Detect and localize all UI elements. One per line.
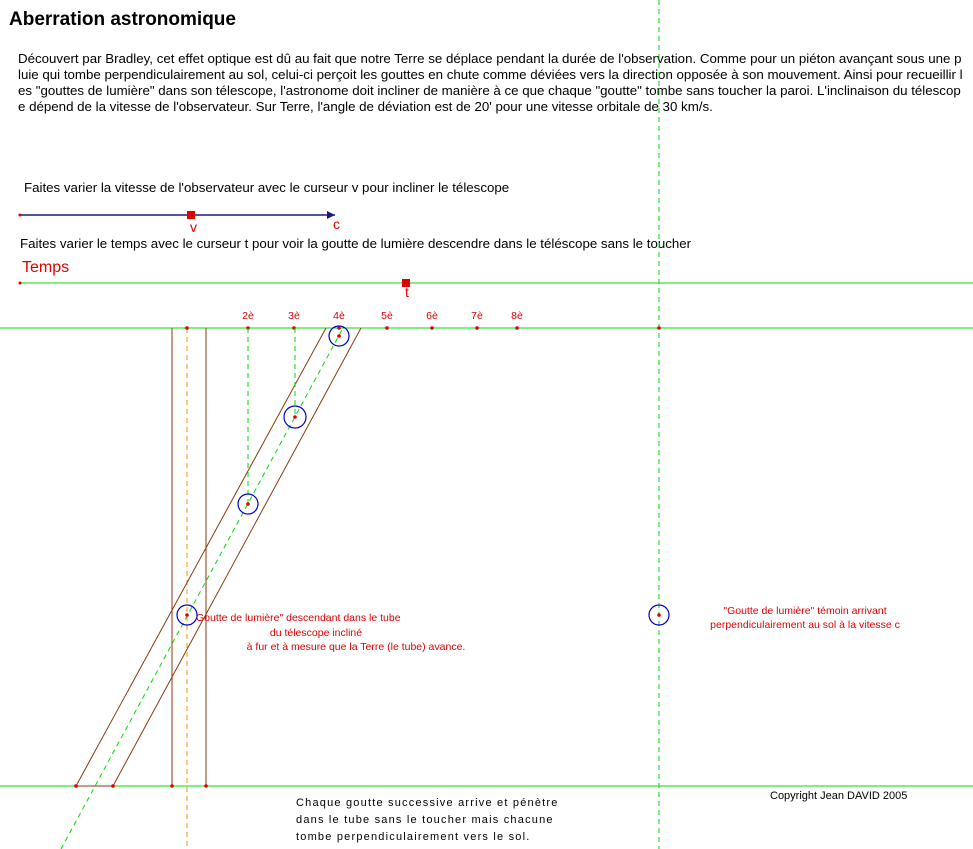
page-title: Aberration astronomique	[9, 9, 236, 30]
time-tick-point	[430, 326, 434, 330]
witness-label-line-2: perpendiculairement au sol à la vitesse c	[710, 619, 900, 631]
time-tick-label: 4è	[333, 310, 345, 322]
time-tick-label: 6è	[426, 310, 438, 322]
time-origin-point	[19, 282, 22, 285]
inclined-tube-bottom-right-point	[111, 784, 115, 788]
copyright: Copyright Jean DAVID 2005	[770, 790, 908, 802]
light-drop-3-center	[293, 415, 297, 419]
time-ticks-group	[242, 310, 523, 330]
temps-label: Temps	[22, 259, 70, 276]
vertical-tube-bottom-left-point	[170, 784, 174, 788]
velocity-max-label: c	[333, 216, 340, 232]
drop-label-line-3: à fur et à mesure que la Terre (le tube) avance.	[246, 641, 466, 653]
light-drop-4-center	[337, 334, 341, 338]
witness-top-point	[657, 326, 661, 330]
bottom-note-line-3: tombe perpendiculairement vers le sol.	[296, 831, 531, 843]
time-tick-label: 7è	[471, 310, 483, 322]
light-drop-1-center	[185, 613, 189, 617]
bottom-note-line-2: dans le tube sans le toucher mais chacune	[296, 814, 554, 826]
inclined-tube-right-wall	[113, 328, 361, 786]
light-drop-2-center	[246, 502, 250, 506]
witness-light-drop-center	[657, 613, 661, 617]
drop-label-line-2: du télescope incliné	[269, 627, 363, 639]
velocity-slider-label: v	[190, 219, 197, 235]
time-tick-label: 3è	[288, 310, 300, 322]
time-tick-label: 8è	[511, 310, 523, 322]
vertical-tube-top-point	[185, 326, 189, 330]
witness-label-line-1: "Goutte de lumière" témoin arrivant	[723, 605, 887, 617]
inclined-tube-left-wall	[76, 328, 326, 786]
bottom-note	[296, 795, 559, 846]
instruction-time: Faites varier le temps avec le curseur t pour voir la goutte de lumière descendre dans le téléscope sans le toucher	[20, 236, 692, 251]
velocity-slider-handle[interactable]	[187, 211, 195, 219]
inclined-tube-axis	[61, 328, 343, 849]
time-tick-label: 2è	[242, 310, 254, 322]
time-tick-point	[515, 326, 519, 330]
time-tick-point	[337, 326, 341, 330]
inclined-tube-bottom-left-point	[74, 784, 78, 788]
instruction-velocity: Faites varier la vitesse de l'observateur avec le curseur v pour incliner le télescope	[24, 180, 510, 195]
time-slider-label: t	[405, 284, 409, 300]
vertical-tube-bottom-right-point	[204, 784, 208, 788]
time-tick-point	[475, 326, 479, 330]
bottom-note-line-1: Chaque goutte successive arrive et pénètre	[296, 797, 559, 809]
time-tick-point	[385, 326, 389, 330]
drop-label-line-1: Goutte de lumière" descendant dans le tube	[196, 612, 401, 624]
velocity-origin-point	[19, 214, 22, 217]
time-tick-label: 5è	[381, 310, 393, 322]
intro-paragraph: Découvert par Bradley, cet effet optique est dû au fait que notre Terre se déplace pendant la durée de l'observation. Comme pour un piéton avançant sous une pluie qui tombe perpendiculairement au sol, celui-ci perçoit les gouttes en chute comme déviées vers la direction opposée à son mouvement. Ainsi pour recueillir les "gouttes de lumière" dans son télescope, l'astronome doit incliner de manière à ce que chaque "goutte" tombe sans toucher la paroi. L'inclinaison du télescope dépend de la vitesse de l'observateur. Sur Terre, l'angle de déviation est de 20' pour une vitesse orbitale de 30 km/s.	[18, 51, 963, 114]
